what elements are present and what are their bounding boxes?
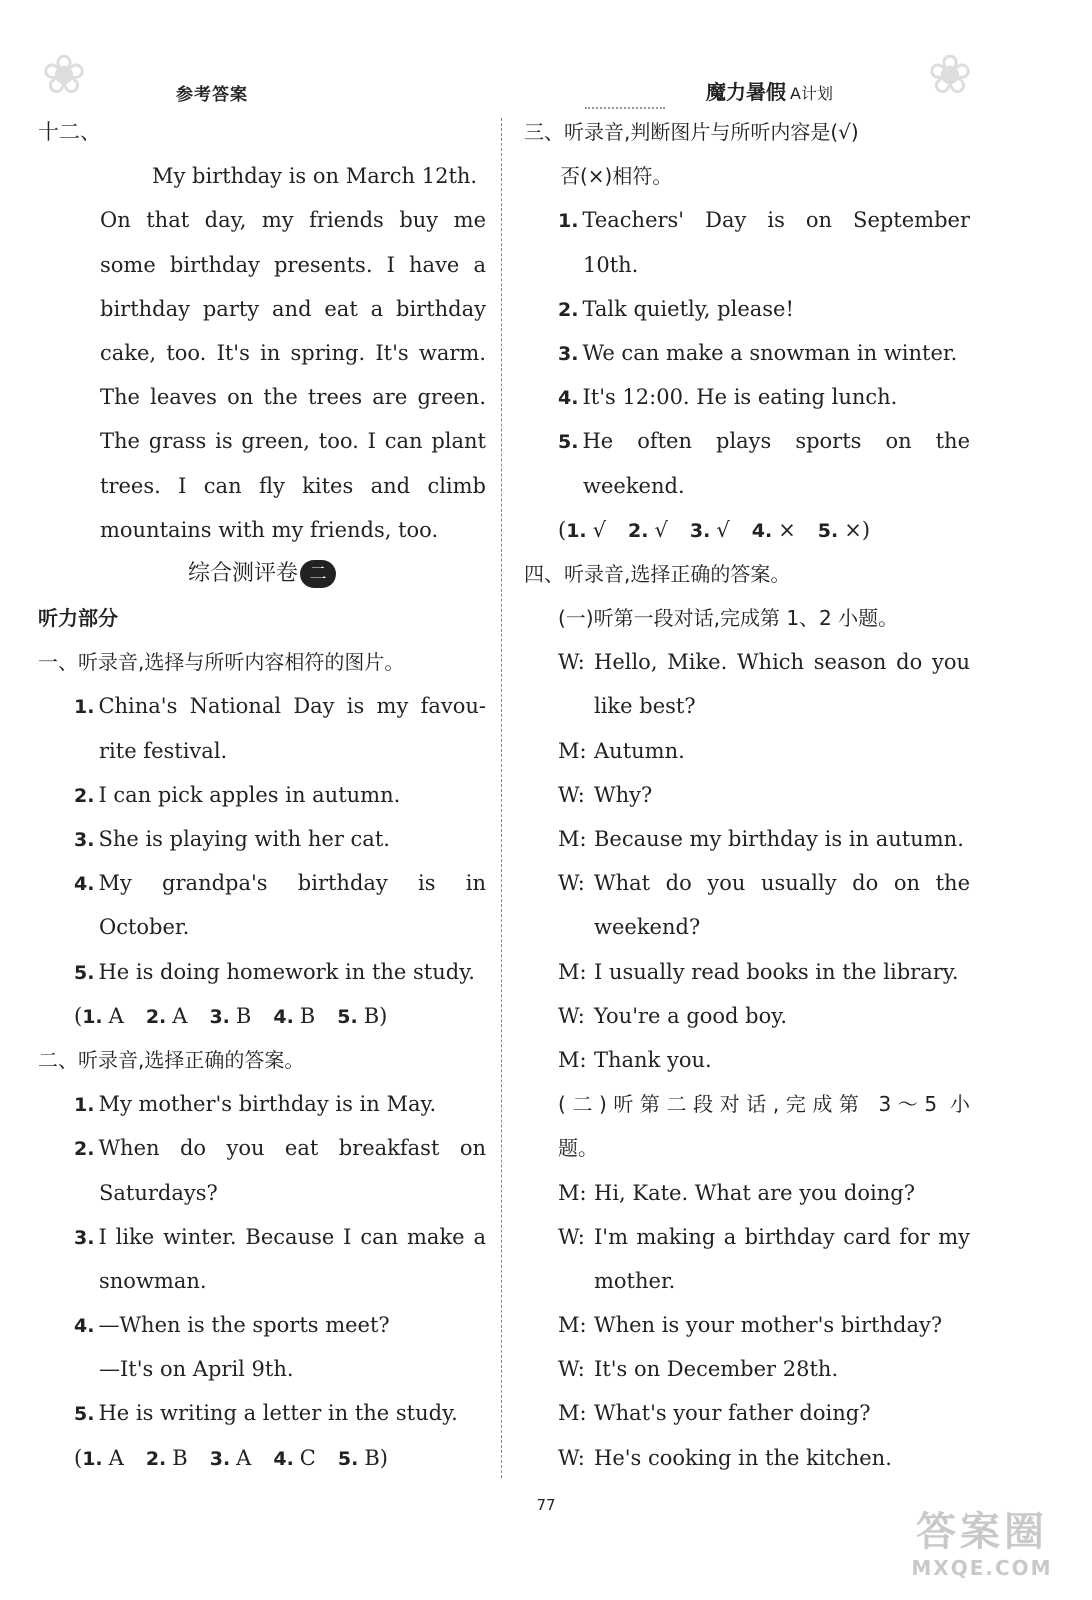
speaker-label: M: [558, 959, 587, 984]
essay-line: The leaves on the trees are green. [100, 385, 486, 410]
speaker-label: W: [558, 1224, 585, 1249]
section2-heading: 二、听录音,选择正确的答案。 [38, 1047, 305, 1072]
dialogue-line [524, 1215, 970, 1259]
dialogue-line [524, 1391, 970, 1435]
answer-number: 3. [209, 1447, 231, 1470]
question-item [38, 773, 486, 817]
item-number: 1. [558, 210, 579, 233]
answer-number: 2. [628, 519, 649, 542]
column-divider [501, 118, 502, 1478]
question-item [524, 419, 970, 463]
watermark-url: MXQE.COM [911, 1556, 1053, 1580]
question-item [38, 861, 486, 905]
test-title-text: 综合测评卷 [187, 560, 298, 586]
item-number: 2. [74, 784, 95, 807]
item-number: 4. [74, 873, 95, 896]
question-item [38, 1391, 486, 1435]
section3-heading: 三、听录音,判断图片与所听内容是(√) [524, 120, 859, 144]
item-text: I like winter. Because I can make a [98, 1224, 486, 1249]
item-text: He is writing a letter in the study. [98, 1401, 458, 1426]
dialogue-text: What do you usually do on the [594, 871, 970, 896]
answer-number: 1. [82, 1447, 103, 1470]
answer-value: B [299, 1003, 316, 1028]
item-text: —It's on April 9th. [99, 1357, 294, 1382]
dialogue-text: Hello, Mike. Which season do you [594, 650, 970, 675]
essay-line: cake, too. It's in spring. It's warm. [100, 340, 486, 365]
question-item [524, 375, 970, 419]
item-text: Saturdays? [99, 1180, 218, 1205]
speaker-label: M: [558, 1313, 587, 1338]
answer-number: 1. [566, 519, 587, 542]
answer-key: (1. A 2. B 3. A 4. C 5. B) [74, 1445, 388, 1470]
item-text: —When is the sports meet? [98, 1313, 390, 1338]
speaker-label: W: [558, 650, 585, 675]
listening-part-heading: 听力部分 [38, 606, 118, 631]
answer-number: 2. [145, 1447, 167, 1470]
essay-label: 十二、 [38, 120, 101, 144]
dialogue-line [524, 1347, 970, 1391]
answer-value: C [299, 1445, 316, 1470]
item-number: 3. [558, 342, 579, 365]
answer-value: √ [716, 517, 730, 542]
dialogue1-heading: (一)听第一段对话,完成第 1、2 小题。 [558, 606, 899, 631]
dialogue-text: He's cooking in the kitchen. [594, 1445, 892, 1470]
speaker-label: M: [558, 738, 587, 763]
answer-number: 5. [817, 519, 839, 542]
test-number-badge: 二 [300, 560, 336, 588]
dialogue-text: Thank you. [594, 1047, 712, 1072]
item-number: 3. [74, 829, 95, 851]
dialogue-text: I usually read books in the library. [594, 959, 959, 984]
item-text: She is playing with her cat. [98, 827, 390, 851]
right-column [524, 110, 970, 1480]
item-text: He is doing homework in the study. [98, 959, 475, 984]
question-item [524, 287, 970, 331]
question-item [38, 1126, 486, 1170]
speaker-label: W: [558, 871, 585, 896]
item-text: I can pick apples in autumn. [98, 782, 401, 807]
answer-number: 5. [337, 1005, 358, 1028]
header-left-label: 参考答案 [176, 85, 248, 105]
item-text: When do you eat breakfast on [98, 1136, 486, 1161]
answer-value: √ [654, 517, 668, 542]
answer-number: 1. [82, 1005, 103, 1028]
item-text: October. [99, 915, 190, 940]
item-text: My grandpa's birthday is in [98, 871, 486, 896]
test-title [38, 552, 486, 596]
answer-value: A [108, 1445, 124, 1470]
dialogue-text: Autumn. [594, 738, 685, 763]
question-item [38, 1215, 486, 1259]
item-text: weekend. [583, 473, 685, 498]
item-text: snowman. [99, 1268, 207, 1293]
item-number: 5. [74, 1403, 95, 1426]
answer-value: A [236, 1445, 252, 1470]
item-text: 10th. [583, 252, 639, 277]
answer-value: A [108, 1003, 124, 1028]
dialogue-line [524, 817, 970, 861]
dialogue-line [524, 773, 970, 817]
answer-value: × [778, 517, 796, 542]
answer-number: 5. [337, 1447, 359, 1470]
dialogue-text: You're a good boy. [594, 1003, 787, 1028]
dialogue-line [524, 861, 970, 905]
dialogue-text: Because my birthday is in autumn. [594, 827, 964, 851]
dialogue-line [524, 640, 970, 684]
dialogue-text: Hi, Kate. What are you doing? [594, 1180, 915, 1205]
speaker-label: W: [558, 782, 585, 807]
answer-key: (1. √ 2. √ 3. √ 4. × 5. ×) [558, 517, 871, 542]
essay-line: birthday party and eat a birthday [100, 296, 486, 321]
dialogue-line [524, 729, 970, 773]
speaker-label: M: [558, 1401, 587, 1426]
question-item [524, 198, 970, 242]
left-column [38, 110, 486, 1480]
item-number: 3. [74, 1226, 95, 1249]
dialogue-text: When is your mother's birthday? [594, 1313, 943, 1338]
speaker-label: W: [558, 1357, 585, 1382]
essay-line: some birthday presents. I have a [100, 252, 486, 277]
dialogue2-heading: (二)听第二段对话,完成第 3～5 小 [558, 1092, 970, 1117]
answer-value: B [172, 1445, 188, 1470]
question-item [38, 950, 486, 994]
item-number: 2. [74, 1138, 95, 1161]
question-item [38, 1082, 486, 1126]
answer-value: B [364, 1445, 380, 1470]
speaker-label: M: [558, 827, 587, 851]
section1-heading: 一、听录音,选择与所听内容相符的图片。 [38, 650, 405, 675]
essay-line: The grass is green, too. I can plant [100, 429, 486, 454]
answer-number: 3. [689, 519, 711, 542]
dialogue-text: I'm making a birthday card for my [594, 1224, 970, 1249]
header-dotted-rule [585, 107, 665, 109]
item-number: 1. [74, 696, 95, 719]
item-text: China's National Day is my favou- [98, 694, 486, 719]
item-text: rite festival. [99, 738, 228, 763]
item-text: My mother's birthday is in May. [98, 1092, 437, 1117]
dialogue-text: weekend? [594, 915, 701, 940]
item-text: We can make a snowman in winter. [582, 340, 958, 365]
item-text: It's 12:00. He is eating lunch. [582, 385, 898, 410]
dialogue-text: mother. [594, 1268, 676, 1293]
answer-number: 2. [145, 1005, 167, 1028]
speaker-label: W: [558, 1445, 585, 1470]
answer-value: √ [592, 517, 607, 542]
item-number: 2. [558, 298, 579, 321]
watermark-logo-text: 答案圈 [916, 1509, 1048, 1555]
item-number: 5. [74, 961, 95, 984]
answer-value: B [235, 1003, 252, 1028]
item-number: 1. [74, 1094, 95, 1117]
question-item [524, 331, 970, 375]
section3-heading-cont: 否(×)相符。 [560, 164, 673, 189]
answer-key: (1. A 2. A 3. B 4. B 5. B) [74, 1003, 388, 1028]
header-ornament-left: ❀ [41, 43, 87, 106]
item-number: 4. [558, 387, 579, 410]
dialogue-line [524, 994, 970, 1038]
dialogue-line [524, 1303, 970, 1347]
answer-value: B [363, 1003, 380, 1028]
answer-number: 4. [273, 1447, 294, 1470]
dialogue-line [524, 1038, 970, 1082]
answer-number: 4. [751, 519, 773, 542]
site-watermark [896, 1508, 1068, 1590]
header-book-title [706, 76, 833, 105]
page-number: 77 [536, 1496, 556, 1514]
answer-value: × [844, 517, 862, 542]
item-number: 4. [74, 1315, 95, 1338]
dialogue-line [524, 1171, 970, 1215]
essay-line: trees. I can fly kites and climb [100, 473, 486, 498]
item-text: Teachers' Day is on September [582, 208, 970, 233]
dialogue-text: Why? [594, 782, 653, 807]
item-text: He often plays sports on the [582, 429, 970, 454]
question-item [38, 684, 486, 728]
essay-line: On that day, my friends buy me [100, 208, 486, 233]
book-title: 魔力暑假 [706, 80, 786, 104]
book-subtitle: A计划 [790, 84, 833, 103]
question-item [38, 817, 486, 861]
dialogue-text: like best? [594, 694, 696, 719]
answer-number: 4. [273, 1005, 294, 1028]
speaker-label: W: [558, 1003, 585, 1028]
dialogue-text: What's your father doing? [594, 1401, 871, 1426]
dialogue-line [524, 1436, 970, 1480]
essay-line: My birthday is on March 12th. [152, 164, 478, 189]
header-ornament-right: ❀ [927, 43, 973, 106]
dialogue2-heading-cont: 题。 [558, 1136, 598, 1161]
answer-number: 3. [209, 1005, 230, 1028]
item-text: Talk quietly, please! [582, 296, 794, 321]
speaker-label: M: [558, 1180, 587, 1205]
answer-value: A [172, 1003, 188, 1028]
speaker-label: M: [558, 1047, 587, 1072]
section4-heading: 四、听录音,选择正确的答案。 [524, 561, 791, 586]
dialogue-text: It's on December 28th. [594, 1357, 839, 1382]
question-item [38, 1303, 486, 1347]
dialogue-line [524, 950, 970, 994]
item-number: 5. [558, 431, 579, 454]
essay-line: mountains with my friends, too. [100, 517, 439, 542]
